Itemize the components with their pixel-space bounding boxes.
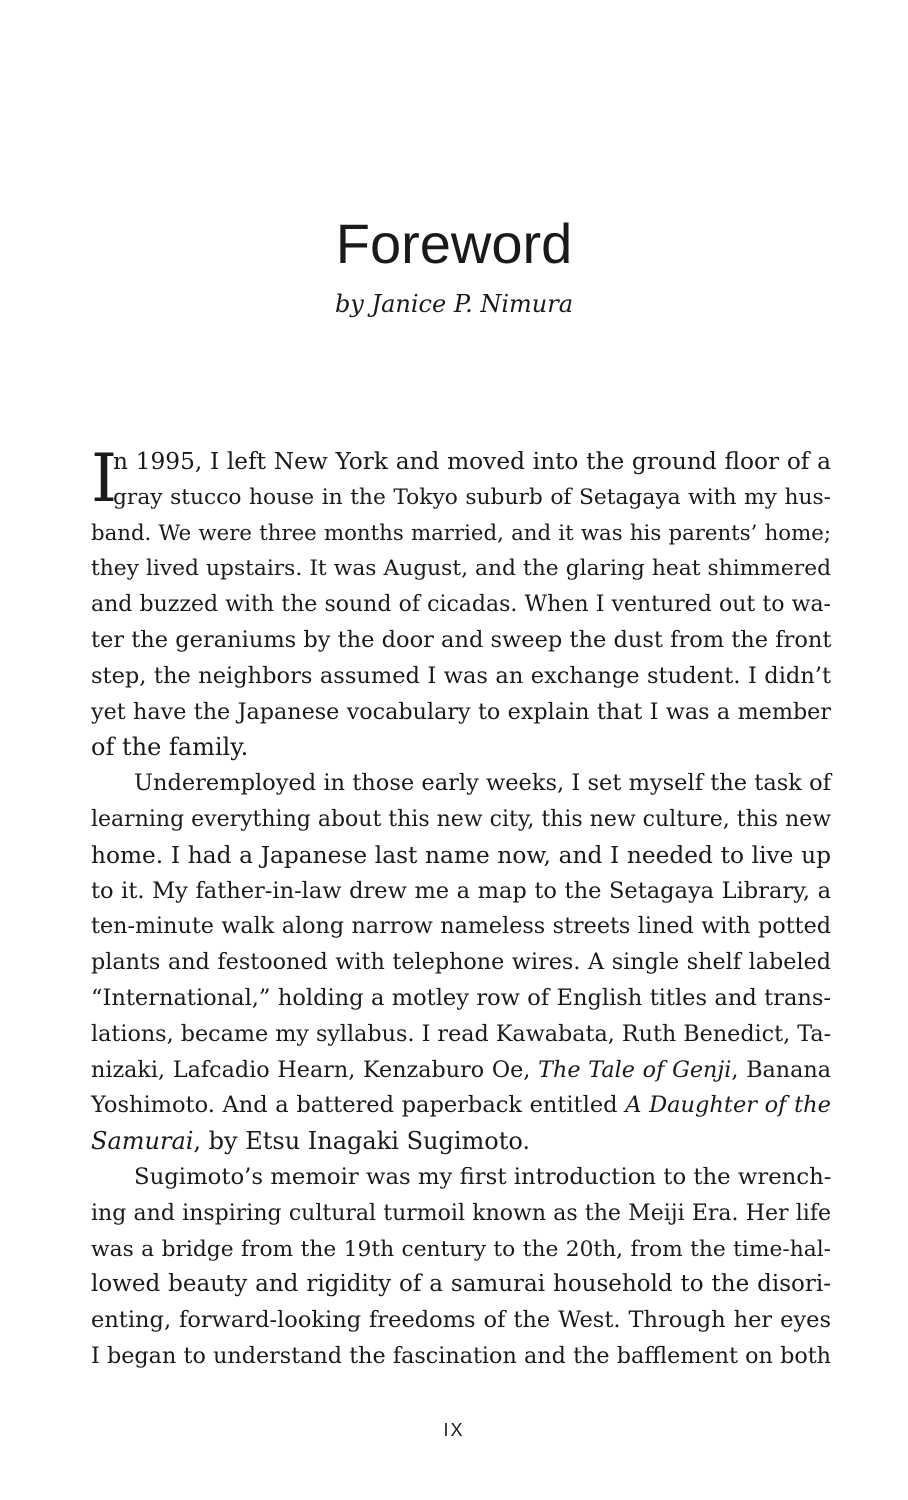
text-line: plants and festooned with telephone wires. A single shelf labeled (91, 949, 831, 976)
text-line: lations, became my syllabus. I read Kawabata, Ruth Benedict, Ta- (91, 1020, 832, 1047)
text-line: yet have the Japanese vocabulary to explain that I was a member (91, 698, 831, 725)
text-line: I began to understand the fascination and the bafflement on both (91, 1342, 831, 1369)
text-line: ter the geraniums by the door and sweep the dust from the front (91, 626, 832, 653)
text-line: ing and inspiring cultural turmoil known as the Meiji Era. Her life (91, 1200, 831, 1226)
page-number: IX (443, 1420, 465, 1440)
text-line: ten-minute walk along narrow nameless streets lined with potted (91, 913, 831, 940)
text-run: , by Etsu Inagaki Sugimoto. (193, 1127, 531, 1156)
text-line: home. I had a Japanese last name now, and I needed to live up (91, 841, 831, 869)
text-line: band. We were three months married, and it was his parents’ home; (91, 520, 831, 546)
body-text (91, 440, 832, 1375)
text-line: learning everything about this new city, this new culture, this new (91, 806, 832, 832)
text-line: “International,” holding a motley row of English titles and trans- (91, 984, 831, 1011)
text-line: n 1995, I left New York and moved into the ground floor of a (113, 448, 831, 475)
text-line: and buzzed with the sound of cicadas. When I ventured out to wa- (91, 592, 831, 618)
text-line: of the family. (91, 733, 249, 762)
text-line (91, 1124, 831, 1160)
text-line: step, the neighbors assumed I was an exchange student. I didn’t (91, 662, 831, 689)
drop-cap: I (91, 440, 118, 517)
text-line (91, 1053, 831, 1089)
book-title-genji: The Tale of Genji (538, 1056, 732, 1083)
book-title-samurai: Samurai (91, 1127, 194, 1156)
text-run: Yoshimoto. And a battered paperback entitled (91, 1092, 626, 1119)
text-line: to it. My father-in-law drew me a map to the Setagaya Library, a (91, 877, 831, 904)
text-line: enting, forward-looking freedoms of the West. Through her eyes (91, 1307, 831, 1334)
text-run: nizaki, Lafcadio Hearn, Kenzaburo Oe, (91, 1056, 539, 1083)
author-byline: by Janice P. Nimura (334, 290, 574, 318)
text-run: , Banana (731, 1056, 832, 1083)
page-title: Foreword (335, 212, 573, 275)
text-line: Underemployed in those early weeks, I set myself the task of (134, 770, 831, 797)
text-line: was a bridge from the 19th century to the 20th, from the time-hal- (91, 1236, 831, 1262)
book-title-daughter: A Daughter of the (625, 1092, 831, 1119)
text-line (91, 1088, 831, 1124)
text-line: they lived upstairs. It was August, and the glaring heat shimmered (91, 556, 831, 582)
text-line: lowed beauty and rigidity of a samurai household to the disori- (91, 1271, 831, 1298)
text-line: Sugimoto’s memoir was my first introduction to the wrench- (134, 1163, 832, 1190)
text-line: gray stucco house in the Tokyo suburb of Setagaya with my hus- (113, 484, 831, 510)
